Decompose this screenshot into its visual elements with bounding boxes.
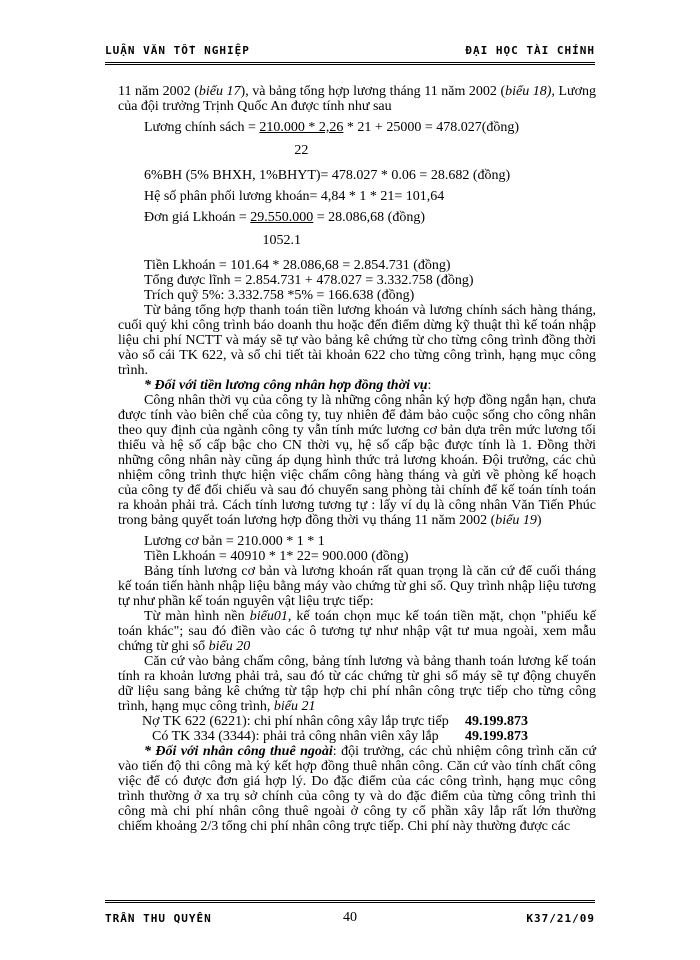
footer-rule (105, 900, 595, 903)
calc-luong-chinh-sach: Lương chính sách = $\frac{210.000 * 2,26}{22}$ * 21 + 25000 = 478.027(đồng) (144, 120, 520, 158)
paragraph-tong-hop: Từ bảng tổng hợp thanh toán tiền lương khoán và lương chính sách hàng tháng, cuối quý khi công trình báo doanh thu hoặc đến điểm dừng kỹ thuật thì kế toán nhập liệu chi phí NCTT và máy sẽ tự vào bảng kê chứng từ cho từng công trình đồng thời vào sổ cái TK 622, và sổ chi tiết tài khoản 622 cho từng công trình, hạng mục công trình. (118, 303, 596, 378)
header-left: LUẬN VĂN TỐT NGHIỆP (105, 44, 250, 57)
page-number: 40 (343, 910, 357, 925)
paragraph-man-hinh: Từ màn hình nền biểu01, kế toán chọn mục kế toán tiền mặt, chọn "phiếu kế toán khác"; sau đó điền vào các ô tương tự như nhập vật tư mua ngoài, xem mẫu chứng từ ghi sổ biểu 20 (118, 609, 596, 654)
page-header (105, 40, 595, 60)
calc-trich-quy: Trích quỹ 5%: 3.332.758 *5% = 166.638 (đồng) (144, 288, 415, 303)
calc-tong-linh: Tổng được lĩnh = 2.854.731 + 478.027 = 3.332.758 (đồng) (144, 273, 474, 288)
header-right: ĐẠI HỌC TÀI CHÍNH (465, 44, 595, 57)
footer-left: TRẦN THU QUYÊN (105, 912, 212, 925)
page-footer (105, 908, 595, 928)
paragraph-intro: 11 năm 2002 (biểu 17), và bảng tổng hợp lương tháng 11 năm 2002 (biểu 18), Lương của đội trưởng Trịnh Quốc An được tính như sau (118, 84, 597, 114)
journal-entry-credit: Có TK 334 (3344): phải trả công nhân viên xây lắp 49.199.873 (152, 729, 528, 744)
calc-tien-lkhoan-2: Tiền Lkhoán = 40910 * 1* 22= 900.000 (đồng) (144, 549, 409, 564)
footer-right: K37/21/09 (526, 912, 595, 925)
header-rule (105, 62, 595, 65)
paragraph-thue-ngoai: * Đối với nhân công thuê ngoài: đội trưởng, các chủ nhiệm công trình căn cứ vào tiến độ thi công mà ký kết hợp đồng thuê nhân công. Căn cứ vào tính chất công việc để có được đơn giá hợp lý. Do đặc điểm của các công trình, hạng mục công trình thường ở xa trụ sở chính của công ty và do đặc điểm của từng công trình thi công mà chi phí nhân công thuê ngoài ở công ty cổ phần xây lắp rất lớn thường chiếm khoảng 2/3 tổng chi phí nhân công trực tiếp. Chi phí này thường được các (118, 744, 597, 834)
calc-luong-co-ban: Lương cơ bản = 210.000 * 1 * 1 (144, 534, 325, 549)
paragraph-can-cu: Căn cứ vào bảng chấm công, bảng tính lương và bảng thanh toán lương kế toán tính ra khoản lương phải trả, sau đó từ các chứng từ ghi sổ máy sẽ tự động chuyển dữ liệu sang bảng kê chứng từ tập hợp chi phí nhân công trực tiếp cho từng công trình, hạng mục công trình, biểu 21 (118, 654, 596, 714)
calc-tien-lkhoan: Tiền Lkhoán = 101.64 * 28.086,68 = 2.854.731 (đồng) (144, 258, 451, 273)
heading-thoi-vu: * Đối với tiền lương công nhân hợp đồng thời vụ: (144, 378, 432, 393)
paragraph-thoi-vu: Công nhân thời vụ của công ty là những công nhân ký hợp đồng ngắn hạn, chưa được tính vào biên chế của công ty, tuy nhiên để đảm bảo cuộc sống cho công nhân theo quy định của ngành công ty vẫn tính mức lương cơ bản dựa trên mức lương tối thiểu và hệ số cấp bậc cho CN thời vụ, hệ số cấp bậc được tính là 1. Đồng thời những công nhân này cũng áp dụng hình thức trả lương khoán. Đội trưởng, các chủ nhiệm công trình thực hiện việc chấm công hàng tháng và gửi về phòng kế hoạch của công ty để đối chiếu và sau đó chuyển sang phòng tài chính để kế toán tính toán ra khoản phải trả. Cách tính lương tương tự : lấy ví dụ là công nhân Văn Tiến Phúc trong bảng quyết toán lương hợp đồng thời vụ tháng 11 năm 2002 (biểu 19) (118, 393, 596, 528)
document-body (118, 84, 596, 834)
calc-don-gia: Đơn giá Lkhoán = $\frac{29.550.000}{1052.1}$ = 28.086,68 (đồng) (144, 210, 426, 248)
journal-entry-debit: Nợ TK 622 (6221): chi phí nhân công xây lắp trực tiếp 49.199.873 (142, 714, 528, 729)
calc-bao-hiem: 6%BH (5% BHXH, 1%BHYT)= 478.027 * 0.06 = 28.682 (đồng) (144, 168, 511, 183)
paragraph-bang-tinh: Bảng tính lương cơ bản và lương khoán rất quan trọng là căn cứ để cuối tháng kế toán tiến hành nhập liệu bằng máy vào chứng từ ghi sổ. Quy trình nhập liệu tương tự như phần kế toán nguyên vật liệu trực tiếp: (118, 564, 596, 609)
calc-he-so: Hệ số phân phối lương khoán= 4,84 * 1 * 21= 101,64 (144, 189, 445, 204)
